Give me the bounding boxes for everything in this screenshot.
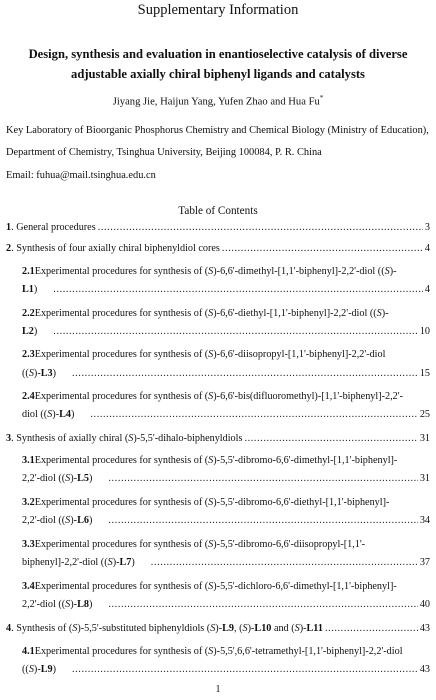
toc-page-number: 31	[419, 433, 430, 444]
toc-entry-text-cont: 2,2'-diol ((S)-L8)	[22, 599, 93, 610]
toc-entry-line-2	[22, 557, 430, 568]
toc-entry-text-cont: ((S)-L3)	[22, 368, 57, 379]
toc-entry-text: Experimental procedures for synthesis of (S)-5,5'-dichloro-6,6'-dimethyl-[1,1'-biphenyl]-	[34, 581, 397, 592]
dot-leader	[72, 368, 418, 379]
toc-entry-number: 3.4	[22, 581, 35, 592]
dot-leader	[90, 409, 417, 420]
toc-entry[interactable]	[22, 539, 430, 568]
toc-entry-text-cont: L1)	[22, 284, 38, 295]
toc-entry-line	[6, 243, 430, 254]
toc-entry-number: 3.1	[22, 455, 35, 466]
toc-entry-line-2	[22, 599, 430, 610]
toc-entry-number: 2.4	[22, 391, 35, 402]
toc-entry-line	[22, 266, 430, 277]
toc-entry-line	[6, 222, 430, 233]
toc-entry-text: Experimental procedures for synthesis of (S)-5,5',6,6'-tetramethyl-[1,1'-biphenyl]-2,2'-diol	[34, 646, 403, 657]
toc-page-number: 25	[419, 409, 430, 420]
toc-entry-number: 4	[6, 623, 12, 634]
toc-entry-text-cont: L2)	[22, 326, 38, 337]
toc-page-number: 31	[419, 473, 430, 484]
toc-entry-line	[22, 646, 430, 657]
toc-entry-line	[22, 497, 430, 508]
toc-page-number: 4	[424, 243, 430, 254]
toc-entry-number: 2.2	[22, 308, 35, 319]
toc-page-number: 10	[419, 326, 430, 337]
toc-entry-line	[6, 433, 430, 444]
toc-entry-number: 3	[6, 433, 12, 444]
toc-entry-line	[22, 391, 430, 402]
toc-entry[interactable]	[22, 581, 430, 610]
toc-entry-text-cont: ((S)-L9)	[22, 664, 57, 675]
page-number: 1	[215, 684, 221, 695]
toc-page-number: 34	[419, 515, 430, 526]
toc-page-number: 43	[419, 623, 430, 634]
dot-leader	[222, 243, 423, 254]
toc-entry-text: Experimental procedures for synthesis of (S)-6,6'-bis(difluoromethyl)-[1,1'-biphenyl]-2,2'-	[34, 391, 403, 402]
toc-entry-line-2	[22, 284, 430, 295]
toc-entry-line-2	[22, 409, 430, 420]
email-line: Email: fuhua@mail.tsinghua.edu.cn	[6, 170, 156, 181]
toc-entry-line-2	[22, 368, 430, 379]
toc-entry-line	[22, 581, 430, 592]
affiliation: Key Laboratory of Bioorganic Phosphorus Chemistry and Chemical Biology (Ministry of Education), Department of Chemistry, Tsinghua University, Beijing 100084, P. R. China	[6, 125, 429, 158]
dot-leader	[108, 599, 417, 610]
toc-entry[interactable]	[6, 222, 430, 233]
dot-leader	[151, 557, 418, 568]
page-header: Supplementary Information	[137, 2, 299, 18]
toc-entry-text-cont: biphenyl]-2,2'-diol ((S)-L7)	[22, 557, 135, 568]
toc-entry-text: . Synthesis of four axially chiral biphenyldiol cores	[11, 243, 220, 254]
dot-leader	[98, 222, 423, 233]
toc-entry-text: Experimental procedures for synthesis of (S)-6,6'-dimethyl-[1,1'-biphenyl]-2,2'-diol ((S)-	[34, 266, 397, 277]
author-names: Jiyang Jie, Haijun Yang, Yufen Zhao and Hua Fu	[112, 96, 320, 108]
toc-page-number: 4	[424, 284, 430, 295]
toc-entry-number: 4.1	[22, 646, 35, 657]
toc-entry-line-2	[22, 326, 430, 337]
toc-entry-text-cont: 2,2'-diol ((S)-L5)	[22, 473, 93, 484]
toc-entry-text: . Synthesis of axially chiral (S)-5,5'-dihalo-biphenyldiols	[11, 433, 243, 444]
dot-leader	[53, 284, 423, 295]
toc-entry-number: 1	[6, 222, 12, 233]
toc-page-number: 37	[419, 557, 430, 568]
dot-leader	[72, 664, 418, 675]
toc-entry-number: 2	[6, 243, 12, 254]
toc-entry-line	[22, 349, 430, 360]
toc-page-number: 43	[419, 664, 430, 675]
toc-entry-text: Experimental procedures for synthesis of (S)-6,6'-diethyl-[1,1'-biphenyl]-2,2'-diol ((S)-	[34, 308, 389, 319]
dot-leader	[108, 473, 417, 484]
toc-entry-text: . General procedures	[11, 222, 96, 233]
toc-entry[interactable]	[22, 391, 430, 420]
toc-entry-line	[22, 308, 430, 319]
toc-entry-number: 3.3	[22, 539, 35, 550]
toc-entry[interactable]	[22, 266, 430, 295]
toc-entry-number: 2.1	[22, 266, 35, 277]
toc-entry-text: Experimental procedures for synthesis of (S)-5,5'-dibromo-6,6'-diisopropyl-[1,1'-	[34, 539, 366, 550]
toc-entry-text: Experimental procedures for synthesis of (S)-6,6'-diisopropyl-[1,1'-biphenyl]-2,2'-diol	[34, 349, 386, 360]
toc-entry-text-cont: diol ((S)-L4)	[22, 409, 75, 420]
paper-title: Design, synthesis and evaluation in enantioselective catalysis of diverse adjustable axially chiral biphenyl ligands and catalysts	[28, 47, 408, 81]
toc-page-number: 40	[419, 599, 430, 610]
toc-entry-line	[22, 455, 430, 466]
toc-entry[interactable]	[22, 497, 430, 526]
toc-entry-line-2	[22, 515, 430, 526]
toc-page-number: 3	[424, 222, 430, 233]
toc-entry-text: Experimental procedures for synthesis of (S)-5,5'-dibromo-6,6'-dimethyl-[1,1'-biphenyl]-	[34, 455, 398, 466]
toc-entry-line	[22, 539, 430, 550]
toc-entry-line-2	[22, 664, 430, 675]
toc-entry-text: Experimental procedures for synthesis of (S)-5,5'-dibromo-6,6'-diethyl-[1,1'-biphenyl]-	[34, 497, 390, 508]
dot-leader	[325, 623, 418, 634]
toc-entry-number: 2.3	[22, 349, 35, 360]
corresponding-mark: *	[319, 94, 324, 102]
toc-entry[interactable]	[22, 308, 430, 337]
toc-entry-number: 3.2	[22, 497, 35, 508]
dot-leader	[244, 433, 417, 444]
toc-page-number: 15	[419, 368, 430, 379]
toc-entry[interactable]	[22, 349, 430, 379]
toc-entry-text: . Synthesis of (S)-5,5'-substituted biphenyldiols (S)-L9, (S)-L10 and (S)-L11	[11, 623, 323, 634]
toc-heading: Table of Contents	[178, 205, 258, 217]
toc-entry[interactable]	[22, 455, 430, 484]
toc-entry-line-2	[22, 473, 430, 484]
toc-entry[interactable]	[6, 243, 430, 254]
toc-entry[interactable]	[22, 646, 430, 675]
toc-entry[interactable]	[6, 623, 430, 634]
dot-leader	[53, 326, 418, 337]
toc-entry-line	[6, 623, 430, 634]
toc-entry-text-cont: 2,2'-diol ((S)-L6)	[22, 515, 93, 526]
dot-leader	[108, 515, 417, 526]
toc-entry[interactable]	[6, 433, 430, 444]
